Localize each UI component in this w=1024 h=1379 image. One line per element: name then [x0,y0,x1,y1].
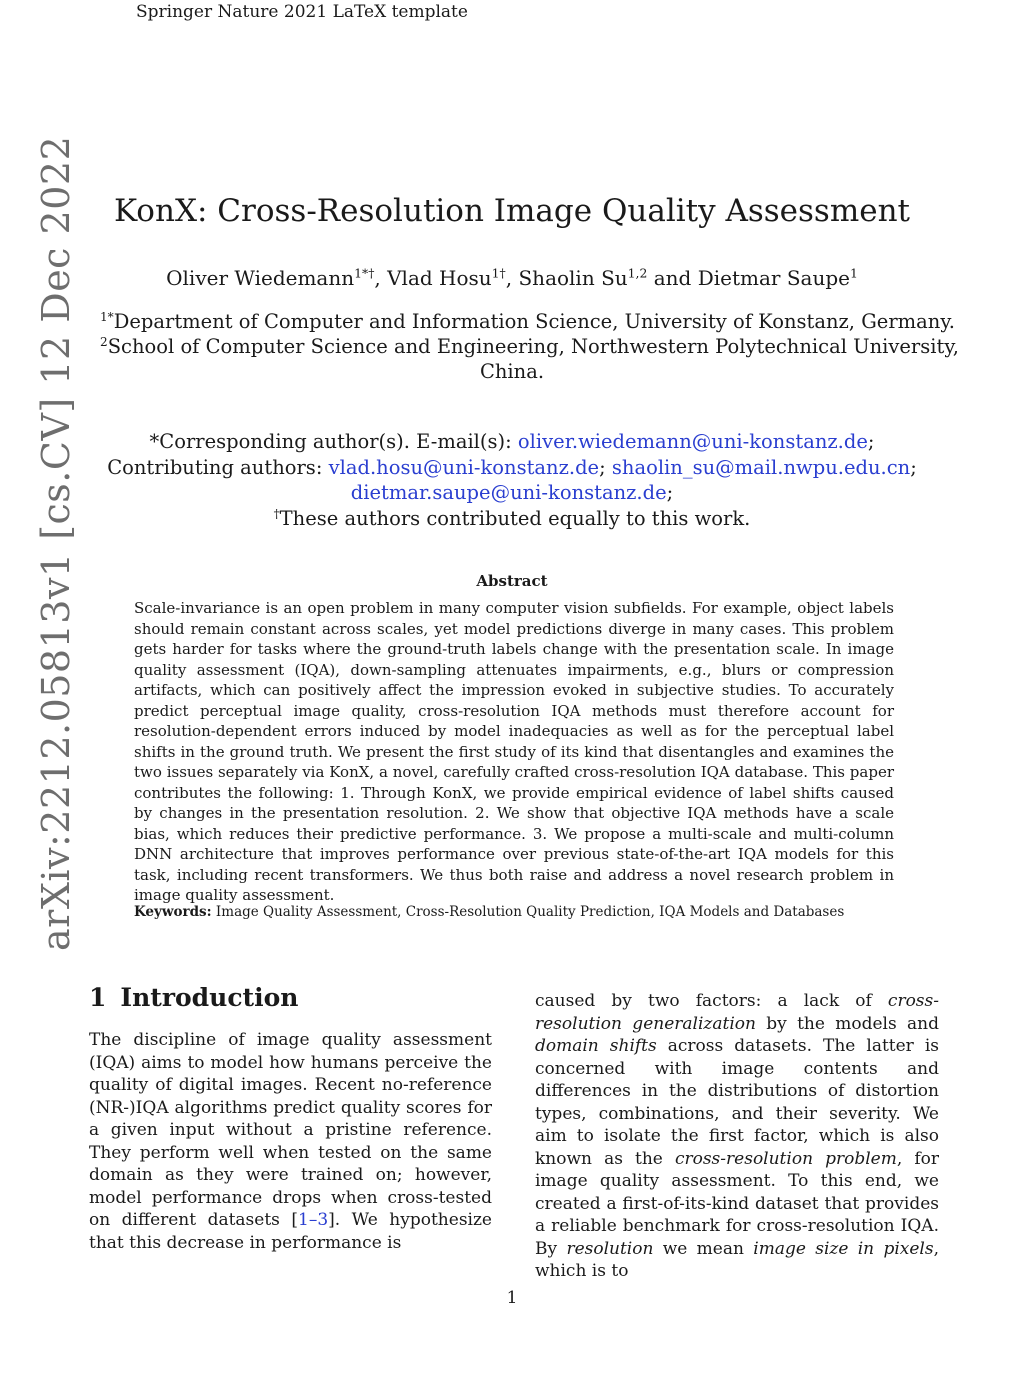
contributing-label: Contributing authors: [107,455,329,479]
paragraph-text: , for image quality assessment. To this end, we created a first-of-its-kind dataset that provides a reliable benchmark for cross-resolution IQA. By [535,1148,939,1259]
dagger-mark: † [273,506,280,521]
keywords [134,904,894,920]
paragraph-text: , which is to [535,1238,939,1281]
paper-title: KonX: Cross-Resolution Image Quality Assessment [113,193,911,229]
section-number: 1 [89,983,107,1012]
paragraph-text: across datasets. The latter is concerned with image contents and differences in the distributions of distortion types, combinations, and their severity. We aim to isolate the first factor, which is also known as the [535,1036,939,1169]
separator: ; [910,455,917,479]
affiliation-mark: 1* [100,309,114,324]
affiliation-mark: 2 [100,334,108,349]
emphasis: image size in pixels [753,1238,934,1259]
author-separator: and [647,266,698,290]
author-name: Dietmar Saupe [697,266,850,290]
section-heading [89,983,298,1012]
affiliation-text: School of Computer Science and Engineering, Northwestern Polytechnical University, [107,335,959,358]
separator: ; [599,455,612,479]
citation-link[interactable]: 1–3 [298,1210,329,1230]
author-affiliation-mark: 1,2 [627,265,648,281]
paragraph-text: ]. We hypothesize that this decrease in performance is [89,1210,492,1253]
corresponding-label: *Corresponding author(s). E-mail(s): [149,430,518,453]
emphasis: resolution [566,1238,654,1259]
affiliation-1 [100,309,955,334]
arxiv-stamp: arXiv:2212.05813v1 [cs.CV] 12 Dec 2022 [34,135,78,951]
correspondence-block [100,429,924,531]
keywords-label: Keywords: [134,904,212,920]
paragraph-text: caused by two factors: a lack of [535,991,888,1011]
abstract-heading: Abstract [476,572,548,590]
equal-contribution-text: These authors contributed equally to this work. [279,506,751,530]
page-number: 1 [506,1288,518,1308]
affiliation-2-continued: China. [479,360,545,383]
paragraph-text: we mean [653,1238,754,1259]
section-title: Introduction [120,983,299,1012]
author-name: Oliver Wiedemann [166,266,355,290]
email-link[interactable]: vlad.hosu@uni-konstanz.de [328,455,600,479]
email-link[interactable]: oliver.wiedemann@uni-konstanz.de [517,430,868,453]
separator: ; [666,481,674,504]
email-link[interactable]: dietmar.saupe@uni-konstanz.de [350,481,667,504]
paragraph-text: by the models and [755,1013,939,1034]
emphasis: domain shifts [535,1036,657,1056]
separator: ; [867,430,875,453]
affiliation-2 [100,334,959,359]
author-name: Vlad Hosu [387,266,492,290]
intro-left-column [89,1029,492,1254]
author-affiliation-mark: 1 [849,265,858,281]
contributing-authors-line [100,455,924,481]
abstract-body: Scale-invariance is an open problem in many computer vision subfields. For example, object labels should remain constant across scales, yet model predictions diverge in many cases. This problem gets harder for tasks where the ground-truth labels change with the presentation scale. In image quality assessment (IQA), down-sampling attenuates impairments, e.g., blurs or compression artifacts, which can positively affect the impression evoked in subjective studies. To accurately predict perceptual image quality, cross-resolution IQA methods must therefore account for resolution-dependent errors induced by model inadequacies as well as for the perceptual label shifts in the ground truth. We present the first study of its kind that disentangles and examines the two issues separately via KonX, a novel, carefully crafted cross-resolution IQA database. This paper contributes the following: 1. Through KonX, we provide empirical evidence of label shifts caused by changes in the presentation resolution. 2. We show that objective IQA methods have a scale bias, which reduces their predictive performance. 3. We propose a multi-scale and multi-column DNN architecture that improves performance over previous state-of-the-art IQA models for this task, including recent transformers. We thus both raise and address a novel research problem in image quality assessment. [134,599,894,904]
corresponding-author-line [100,429,924,455]
author-affiliation-mark: 1*† [354,265,375,281]
running-head: Springer Nature 2021 LaTeX template [136,2,468,22]
affiliation-text: Department of Computer and Information Science, University of Konstanz, Germany. [113,310,955,333]
intro-right-column [535,990,939,1283]
emphasis: cross-resolution problem [674,1148,897,1169]
author-list [100,266,924,290]
paragraph-text: The discipline of image quality assessment (IQA) aims to model how humans perceive the quality of digital images. Recent no-reference (NR-)IQA algorithms predict quality scores for a given input without a pristine reference. They perform well when tested on the same domain as they were trained on; however, model performance drops when cross-tested on different datasets [ [89,1030,492,1230]
author-affiliation-mark: 1† [491,265,506,281]
author-separator: , [505,266,519,290]
contributing-authors-line-2 [100,480,924,506]
author-name: Shaolin Su [518,266,628,290]
keywords-text: Image Quality Assessment, Cross-Resolution Quality Prediction, IQA Models and Databases [211,904,845,920]
email-link[interactable]: shaolin_su@mail.nwpu.edu.cn [611,455,911,479]
equal-contribution-note [100,506,924,532]
author-separator: , [374,266,388,290]
affiliations [100,309,959,384]
emphasis: cross-resolution generalization [535,991,939,1034]
